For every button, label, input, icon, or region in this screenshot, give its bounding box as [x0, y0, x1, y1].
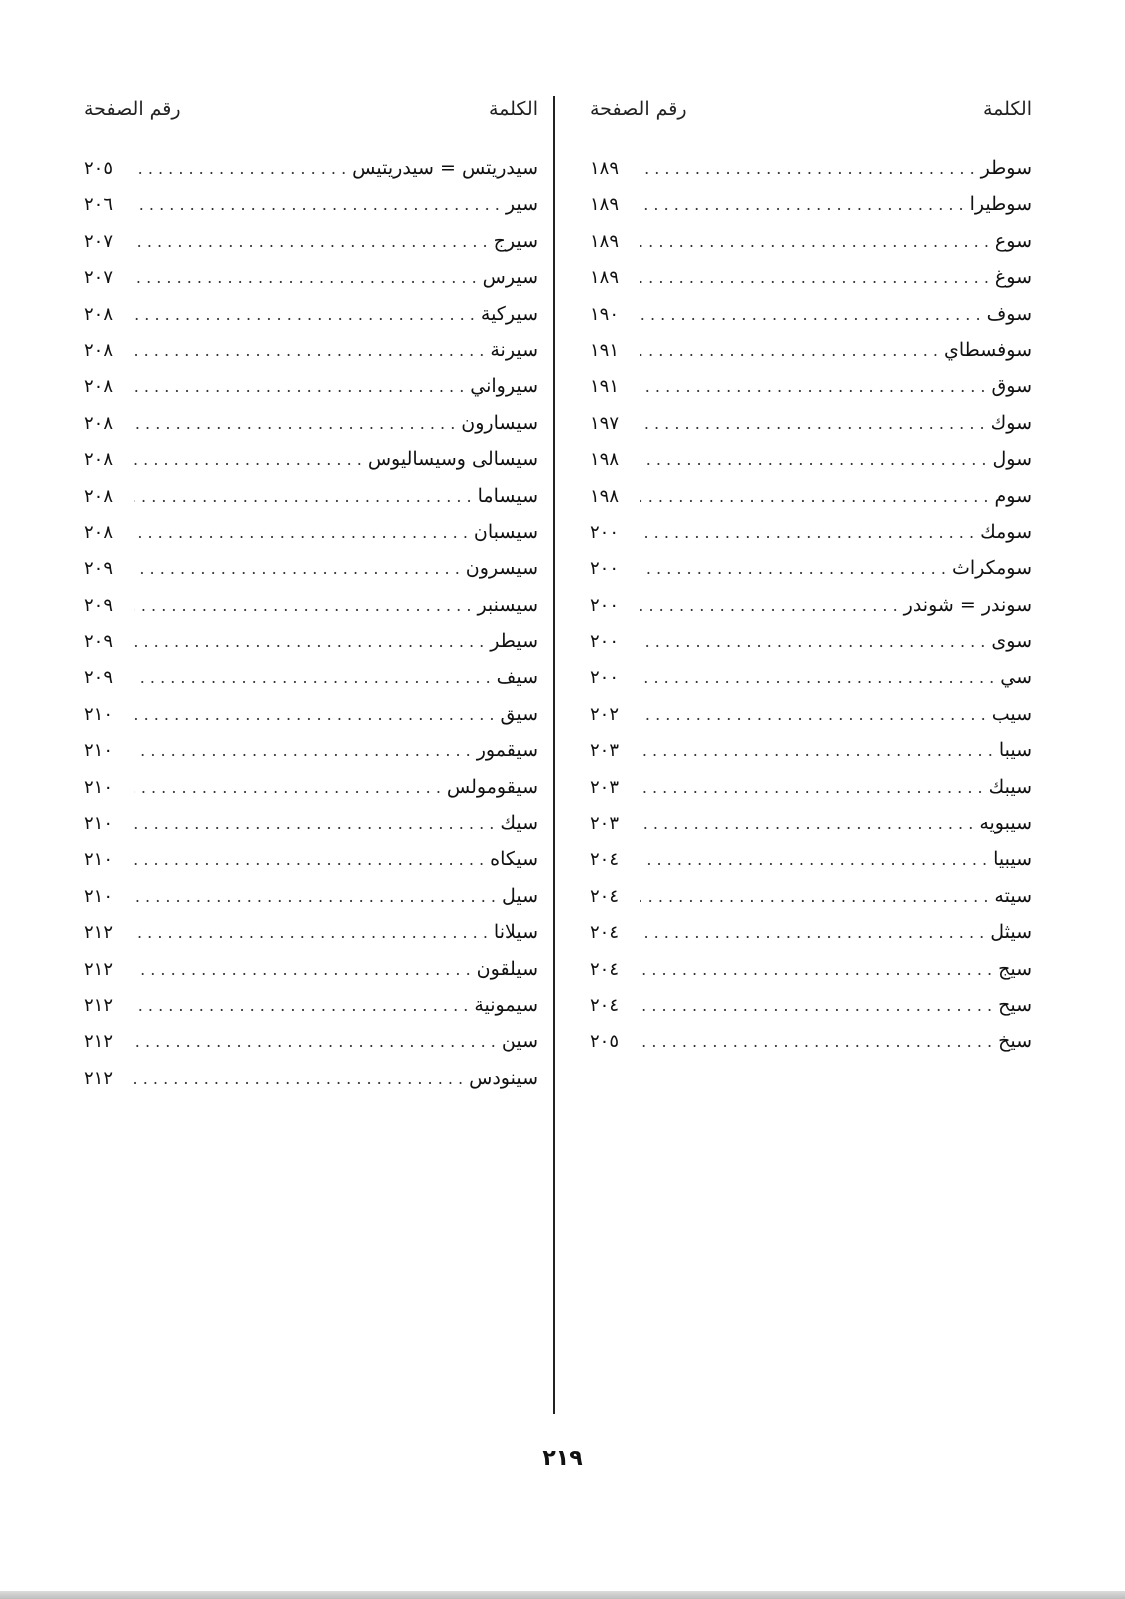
entry-word: سيكاه — [490, 848, 538, 871]
entry-page-number: ٢٠٤ — [590, 922, 620, 944]
dot-leader — [134, 333, 484, 369]
index-entry — [84, 405, 538, 441]
entry-word: سين — [501, 1030, 538, 1053]
entry-page-number: ٢٠٢ — [590, 703, 620, 725]
entry-page-number: ٢١٠ — [84, 776, 114, 798]
entry-page-number: ٢٠٥ — [590, 1031, 620, 1053]
entry-word: سي — [1000, 666, 1032, 689]
entry-page-number: ٢١٢ — [84, 1067, 114, 1089]
index-entry — [590, 550, 1032, 586]
dot-leader — [134, 224, 488, 260]
entry-word: سيج — [998, 957, 1032, 980]
entry-page-number: ٢٠٧ — [84, 267, 114, 289]
entry-page-number: ٢٠٤ — [590, 994, 620, 1016]
index-entry — [84, 805, 538, 841]
entry-page-number: ٢١٢ — [84, 922, 114, 944]
entry-word: سيسبان — [473, 520, 538, 543]
entry-page-number: ٢١٢ — [84, 1031, 114, 1053]
index-entry — [84, 659, 538, 695]
entry-word: سوطيرا — [969, 193, 1032, 216]
entry-page-number: ٢٠٤ — [590, 849, 620, 871]
index-entry — [84, 951, 538, 987]
entry-word: سيسنبر — [477, 593, 538, 616]
dot-leader — [134, 515, 468, 551]
index-entry — [84, 1060, 538, 1096]
index-entry — [590, 951, 1032, 987]
index-entry — [84, 150, 538, 186]
entry-page-number: ٢٠٠ — [590, 594, 620, 616]
index-entry — [590, 841, 1032, 877]
index-entry — [84, 841, 538, 877]
index-entry — [590, 805, 1032, 841]
entry-word: سيبك — [988, 775, 1032, 798]
entry-word: سيرس — [482, 266, 538, 289]
index-entry — [84, 223, 538, 259]
dot-leader — [134, 151, 346, 187]
page-number: ٢١٩ — [542, 1446, 583, 1471]
entry-word: سوى — [991, 630, 1032, 653]
entry-word: سيرج — [493, 229, 538, 252]
entry-page-number: ٢٠٨ — [84, 303, 114, 325]
index-entry — [84, 732, 538, 768]
index-entry — [590, 623, 1032, 659]
index-entry — [84, 914, 538, 950]
index-entry — [84, 1023, 538, 1059]
entry-word: سيق — [500, 702, 538, 725]
dot-leader — [640, 660, 994, 696]
index-entry — [590, 732, 1032, 768]
entry-word: سيركية — [480, 302, 538, 325]
dot-leader — [134, 952, 471, 988]
dot-leader — [640, 697, 986, 733]
entry-word: سيرنة — [490, 338, 538, 361]
index-entry — [84, 296, 538, 332]
dot-leader — [134, 1061, 463, 1097]
entry-page-number: ٢١٠ — [84, 740, 114, 762]
entry-word: سوغ — [994, 266, 1032, 289]
index-entry — [84, 987, 538, 1023]
index-entry — [84, 368, 538, 404]
index-entry — [590, 987, 1032, 1023]
entry-word: سيسرون — [465, 557, 538, 580]
index-entry — [590, 478, 1032, 514]
dot-leader — [640, 187, 964, 223]
dot-leader — [640, 369, 986, 405]
entry-page-number: ٢٠٩ — [84, 594, 114, 616]
index-entry — [590, 332, 1032, 368]
entry-word: سيخ — [998, 1030, 1032, 1053]
dot-leader — [640, 988, 992, 1024]
entry-page-number: ٢٠٨ — [84, 449, 114, 471]
index-entry — [84, 441, 538, 477]
entry-word: سينودس — [469, 1066, 538, 1089]
dot-leader — [134, 479, 472, 515]
entry-page-number: ٢٠٠ — [590, 558, 620, 580]
dot-leader — [134, 369, 464, 405]
entry-word: سيقومولس — [446, 775, 538, 798]
dot-leader — [640, 551, 946, 587]
dot-leader — [640, 1024, 992, 1060]
entry-word: سيته — [994, 884, 1032, 907]
index-entry — [84, 550, 538, 586]
entry-page-number: ٢١٢ — [84, 958, 114, 980]
right-column-header — [590, 98, 1032, 142]
index-entry — [590, 659, 1032, 695]
entry-page-number: ١٩٠ — [590, 303, 620, 325]
entry-word: سوندر = شوندر — [903, 593, 1032, 616]
entry-page-number: ٢٠٨ — [84, 412, 114, 434]
entry-word: سومك — [980, 520, 1032, 543]
entry-page-number: ٢١٠ — [84, 813, 114, 835]
scan-bottom-edge — [0, 1591, 1125, 1599]
entry-word: سيب — [991, 702, 1032, 725]
index-entry — [84, 478, 538, 514]
index-entry — [84, 332, 538, 368]
dot-leader — [134, 442, 362, 478]
dot-leader — [640, 806, 973, 842]
entry-page-number: ٢٠٨ — [84, 339, 114, 361]
entry-page-number: ٢٠٣ — [590, 740, 620, 762]
dot-leader — [134, 260, 477, 296]
index-entry — [84, 769, 538, 805]
index-entry — [590, 441, 1032, 477]
entry-page-number: ٢٠٠ — [590, 667, 620, 689]
entry-word: سيرواني — [470, 375, 538, 398]
index-entry — [84, 186, 538, 222]
right-index-column — [590, 98, 1032, 1053]
dot-leader — [134, 660, 491, 696]
index-entry — [84, 696, 538, 732]
entry-page-number: ٢٠٥ — [84, 158, 114, 179]
entry-page-number: ١٩٧ — [590, 412, 620, 434]
entry-page-number: ١٨٩ — [590, 194, 620, 216]
entry-word: سيبيا — [993, 848, 1032, 871]
entry-word: سيلانا — [493, 921, 538, 944]
dot-leader — [134, 879, 496, 915]
dot-leader — [640, 915, 984, 951]
index-entry — [84, 623, 538, 659]
dot-leader — [640, 406, 985, 442]
right-entries-list — [590, 150, 1032, 1060]
index-entry — [590, 696, 1032, 732]
dot-leader — [640, 624, 985, 660]
entry-page-number: ٢٠٣ — [590, 776, 620, 798]
entry-word: سوق — [991, 375, 1032, 398]
dot-leader — [640, 515, 974, 551]
left-index-column — [84, 98, 538, 1089]
index-entry — [84, 878, 538, 914]
dot-leader — [640, 224, 989, 260]
dot-leader — [134, 551, 460, 587]
dot-leader — [134, 806, 494, 842]
entry-page-number: ٢٠٨ — [84, 376, 114, 398]
index-entry — [84, 587, 538, 623]
index-entry — [590, 587, 1032, 623]
left-column-header — [84, 98, 538, 142]
index-entry — [590, 1023, 1032, 1059]
entry-word: سيطر — [490, 630, 538, 653]
entry-word: سومكراث — [951, 557, 1032, 580]
entry-word: سير — [505, 193, 538, 216]
entry-word: سيح — [998, 993, 1032, 1016]
entry-page-number: ٢٠٩ — [84, 667, 114, 689]
index-entry — [590, 150, 1032, 186]
entry-page-number: ٢١٠ — [84, 885, 114, 907]
dot-leader — [134, 406, 455, 442]
entry-word: سيثل — [990, 921, 1032, 944]
dot-leader — [640, 151, 975, 187]
dot-leader — [640, 588, 898, 624]
index-entry — [590, 878, 1032, 914]
entry-page-number: ١٨٩ — [590, 267, 620, 289]
entry-page-number: ١٩١ — [590, 339, 620, 361]
entry-page-number: ١٨٩ — [590, 158, 620, 179]
dot-leader — [640, 952, 992, 988]
dot-leader — [134, 624, 484, 660]
entry-page-number: ٢٠٨ — [84, 485, 114, 507]
dot-leader — [640, 733, 993, 769]
index-entry — [590, 223, 1032, 259]
dot-leader — [134, 915, 488, 951]
dot-leader — [640, 479, 989, 515]
index-entry — [590, 368, 1032, 404]
dot-leader — [640, 442, 986, 478]
entry-word: سيمونية — [474, 993, 538, 1016]
entry-page-number: ٢١٠ — [84, 849, 114, 871]
entry-word: سوطر — [980, 157, 1032, 179]
entry-page-number: ٢٠٩ — [84, 558, 114, 580]
entry-page-number: ١٨٩ — [590, 230, 620, 252]
column-divider — [553, 96, 555, 1414]
entry-page-number: ٢٠٨ — [84, 521, 114, 543]
dot-leader — [640, 260, 989, 296]
entry-word: سيبويه — [979, 812, 1032, 835]
entry-word: سوك — [990, 411, 1032, 434]
index-entry — [84, 259, 538, 295]
entry-word: سيلقون — [476, 957, 538, 980]
entry-word: سيسارون — [461, 411, 538, 434]
header-page-label: رقم الصفحة — [84, 98, 181, 120]
entry-word: سيدريتس = سيدريتيس — [352, 157, 538, 179]
entry-word: سيل — [501, 884, 538, 907]
index-entry — [590, 296, 1032, 332]
dot-leader — [640, 297, 981, 333]
entry-word: سول — [992, 448, 1032, 471]
dot-leader — [134, 588, 471, 624]
entry-page-number: ٢٠٠ — [590, 631, 620, 653]
index-entry — [590, 769, 1032, 805]
entry-word: سيبا — [998, 739, 1032, 762]
dot-leader — [640, 770, 983, 806]
dot-leader — [134, 770, 441, 806]
entry-page-number: ٢٠٤ — [590, 958, 620, 980]
header-word-label: الكلمة — [982, 98, 1032, 120]
entry-page-number: ٢٠٠ — [590, 521, 620, 543]
entry-page-number: ٢١٢ — [84, 994, 114, 1016]
entry-page-number: ١٩١ — [590, 376, 620, 398]
entry-word: سوم — [994, 484, 1032, 507]
dot-leader — [640, 333, 938, 369]
dot-leader — [640, 879, 988, 915]
dot-leader — [134, 988, 468, 1024]
entry-page-number: ١٩٨ — [590, 485, 620, 507]
entry-word: سيف — [496, 666, 538, 689]
index-entry — [590, 514, 1032, 550]
index-entry — [590, 186, 1032, 222]
entry-word: سيساما — [477, 484, 538, 507]
index-entry — [590, 259, 1032, 295]
dot-leader — [640, 842, 987, 878]
entry-word: سوفسطاي — [943, 338, 1032, 361]
dot-leader — [134, 187, 500, 223]
dot-leader — [134, 1024, 496, 1060]
header-word-label: الكلمة — [488, 98, 538, 120]
entry-page-number: ٢٠٧ — [84, 230, 114, 252]
left-entries-list — [84, 150, 538, 1096]
entry-word: سيسالى وسيساليوس — [367, 448, 538, 471]
entry-page-number: ٢٠٦ — [84, 194, 114, 216]
entry-word: سيك — [500, 812, 538, 835]
dot-leader — [134, 297, 475, 333]
dot-leader — [134, 842, 484, 878]
entry-page-number: ٢١٠ — [84, 703, 114, 725]
entry-word: سيقمور — [476, 739, 538, 762]
entry-page-number: ٢٠٣ — [590, 813, 620, 835]
entry-word: سوع — [994, 229, 1032, 252]
entry-page-number: ٢٠٩ — [84, 631, 114, 653]
index-entry — [590, 914, 1032, 950]
dot-leader — [134, 697, 495, 733]
index-entry — [84, 514, 538, 550]
dot-leader — [134, 733, 471, 769]
entry-page-number: ٢٠٤ — [590, 885, 620, 907]
entry-page-number: ١٩٨ — [590, 449, 620, 471]
index-entry — [590, 405, 1032, 441]
entry-word: سوف — [986, 302, 1032, 325]
header-page-label: رقم الصفحة — [590, 98, 687, 120]
